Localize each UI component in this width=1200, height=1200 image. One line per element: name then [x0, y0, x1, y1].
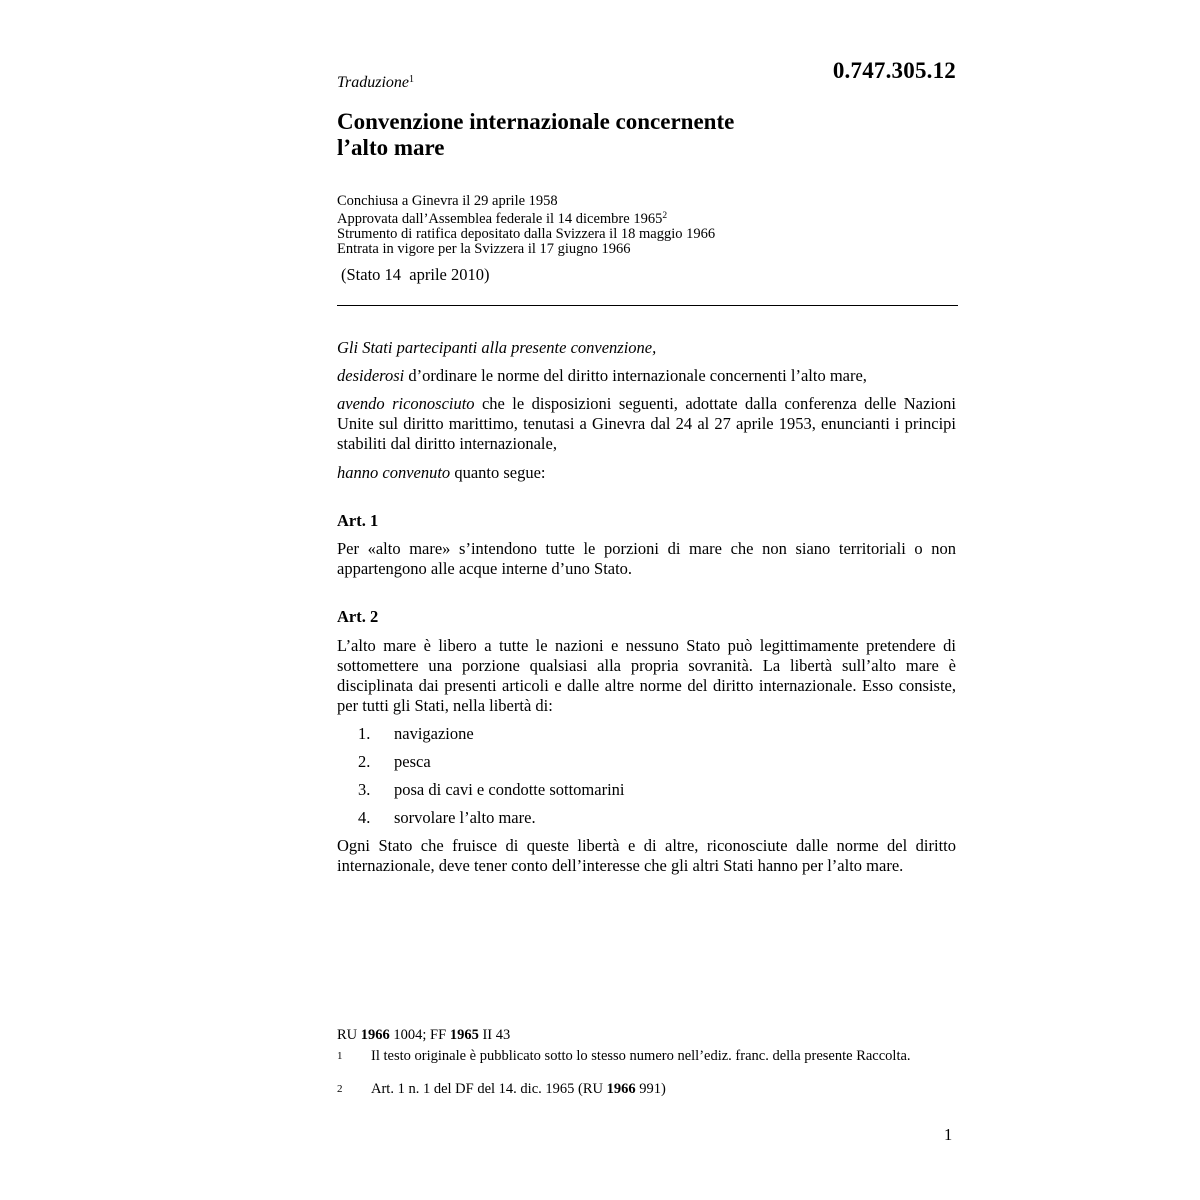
header-divider — [337, 305, 958, 306]
article-2-heading: Art. 2 — [337, 607, 379, 626]
footnote-1 — [337, 1049, 937, 1064]
ref-middle: 1004; FF — [389, 1027, 450, 1043]
document-title — [337, 109, 837, 161]
ref-prefix: RU — [337, 1027, 361, 1043]
meta-approved-text: Approvata dall’Assemblea federale il 14 dicembre 1965 — [337, 211, 663, 227]
list-item — [358, 808, 536, 828]
footnote-text: Il testo originale è pubblicato sotto lo stesso numero nell’ediz. franc. della presente Raccolta. — [371, 1048, 911, 1064]
meta-ratification: Strumento di ratifica depositato dalla Svizzera il 18 maggio 1966 — [337, 226, 716, 242]
preamble-3-text: che le disposizioni seguenti, adottate dalla conferenza delle Nazioni Unite sul diritto marittimo, tenutasi a Ginevra dal 24 al 27 aprile 1953, enuncianti i principi stabiliti dal diritto internazionale, — [337, 394, 956, 453]
list-item-number: 2. — [358, 752, 371, 771]
preamble-3-italic: avendo riconosciuto — [337, 394, 475, 413]
article-1-heading: Art. 1 — [337, 511, 379, 530]
footnote-ref-1: 1 — [409, 74, 415, 85]
preamble-paragraph-4 — [337, 463, 956, 483]
list-item-text: sorvolare l’alto mare. — [394, 808, 536, 827]
ref-year-ff: 1965 — [449, 1027, 479, 1043]
footnote-text-prefix: Art. 1 n. 1 del DF del 14. dic. 1965 (RU — [371, 1081, 607, 1097]
list-item-text: pesca — [394, 752, 431, 771]
list-item-number: 3. — [358, 780, 371, 799]
article-2-closing-text: Ogni Stato che fruisce di queste libertà e di altre, riconosciute dalle norme del diritto internazionale, deve tener conto dell’interesse che gli altri Stati hanno per l’alto mare. — [337, 836, 956, 875]
list-item-text: navigazione — [394, 724, 474, 743]
footnote-text-bold: 1966 — [606, 1081, 636, 1097]
footnote-ref-2: 2 — [662, 211, 668, 221]
title-line-1: Convenzione internazionale concernente — [337, 109, 735, 134]
translation-label — [337, 74, 414, 92]
footnote-number: 2 — [337, 1083, 343, 1095]
preamble-line-1-text: Gli Stati partecipanti alla presente convenzione, — [337, 338, 657, 357]
list-item — [358, 752, 431, 772]
preamble-2-text: d’ordinare le norme del diritto internazionale concernenti l’alto mare, — [404, 366, 867, 385]
ref-suffix: II 43 — [478, 1027, 511, 1043]
article-1-text: Per «alto mare» s’intendono tutte le porzioni di mare che non siano territoriali o non appartengono alle acque interne d’uno Stato. — [337, 539, 956, 578]
preamble-4-italic: hanno convenuto — [337, 463, 451, 482]
list-item — [358, 780, 624, 800]
footnote-text-suffix: 991) — [635, 1081, 666, 1097]
status-date: (Stato 14 aprile 2010) — [341, 265, 490, 284]
preamble-paragraph-2 — [337, 366, 956, 386]
ref-year-ru: 1966 — [360, 1027, 390, 1043]
list-item-text: posa di cavi e condotte sottomarini — [394, 780, 625, 799]
title-line-2: l’alto mare — [337, 135, 445, 160]
document-number: 0.747.305.12 — [832, 58, 956, 83]
list-item-number: 4. — [358, 808, 371, 827]
footnote-2 — [337, 1082, 937, 1097]
enactment-metadata — [337, 194, 715, 257]
list-item — [358, 724, 474, 744]
page-number: 1 — [944, 1125, 953, 1144]
preamble-2-italic: desiderosi — [337, 366, 405, 385]
preamble-paragraph-3 — [337, 394, 956, 454]
footnote-number: 1 — [337, 1050, 343, 1062]
meta-concluded: Conchiusa a Ginevra il 29 aprile 1958 — [337, 193, 558, 209]
article-2-text: L’alto mare è libero a tutte le nazioni e nessuno Stato può legittimamente pretendere di sottomettere una porzione qualsiasi alla propria sovranità. La libertà sull’alto mare è disciplinata dai presenti articoli e dalle altre norme del diritto internazionale. Esso consiste, per tutti gli Stati, nella libertà di: — [337, 636, 956, 715]
list-item-number: 1. — [358, 724, 371, 743]
meta-approved — [337, 209, 715, 227]
footnote-text — [371, 1082, 937, 1097]
meta-entry-into-force: Entrata in vigore per la Svizzera il 17 giugno 1966 — [337, 241, 631, 257]
preamble-4-text: quanto segue: — [450, 463, 546, 482]
preamble-line-1 — [337, 338, 956, 358]
translation-label-text: Traduzione — [337, 74, 410, 91]
official-collection-reference — [337, 1027, 510, 1044]
